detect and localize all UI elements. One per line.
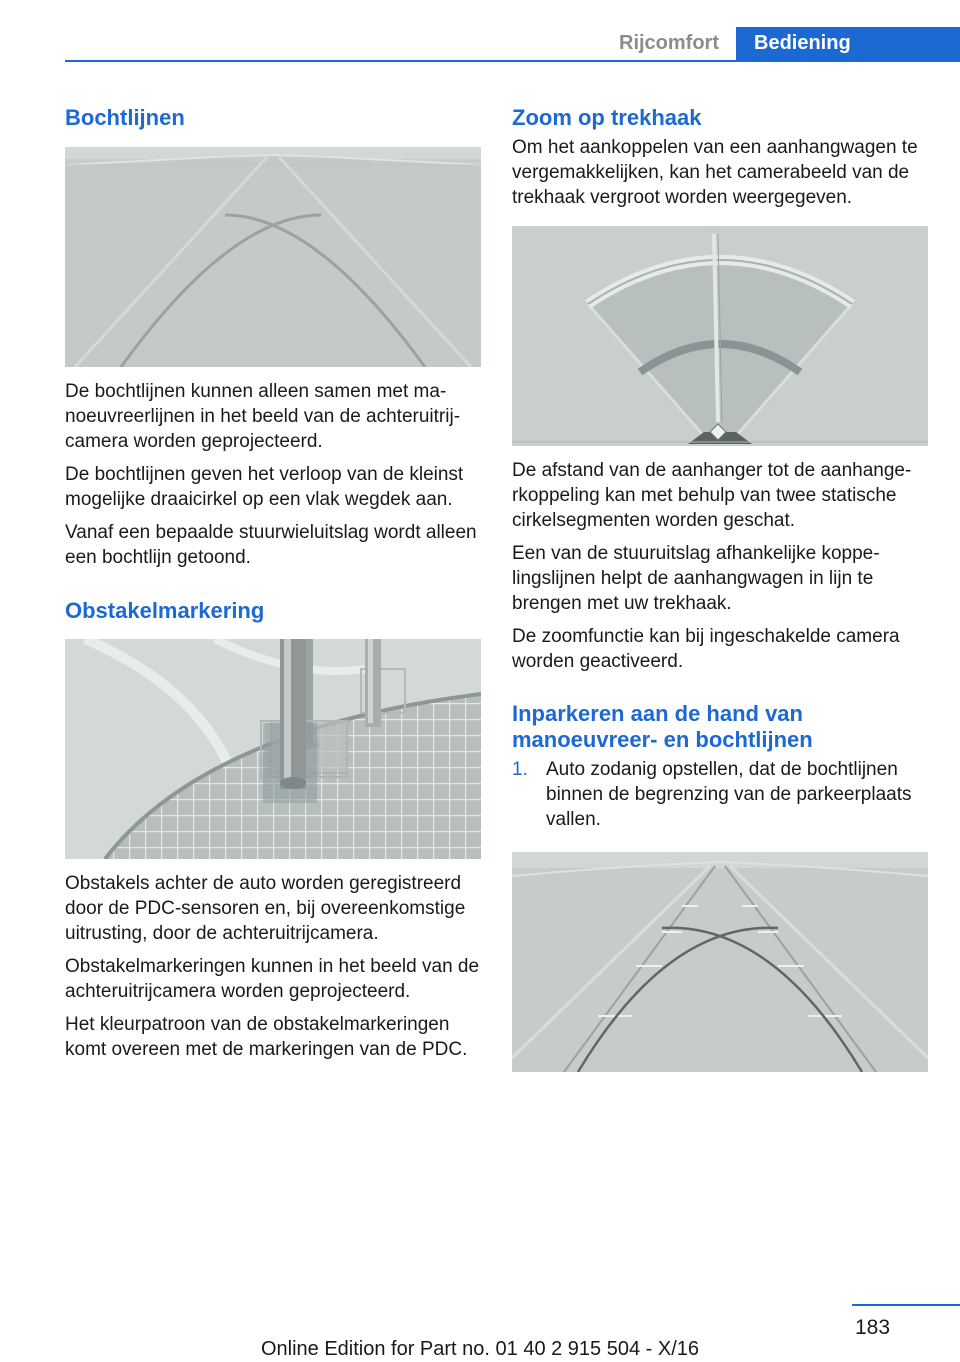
edition-footer: Online Edition for Part no. 01 40 2 915 504 - X/16 [260,1338,700,1360]
paragraph: Het kleurpatroon van de obstakelmarkeringen komt overeen met de markeringen van de PDC. [65,1014,468,1060]
left-column [65,100,481,1062]
figure-zoom-trekhaak [512,226,928,446]
paragraph: De afstand van de aanhanger tot de aanhangerkoppeling kan met behulp van twee statische cirkelsegmenten worden geschat. [512,460,912,531]
paragraph: Om het aankoppelen van een aanhangwagen te vergemakkelijken, kan het camerabeeld van de trekhaak vergroot worden weergegeven. [512,137,918,208]
figure-inparkeren [512,852,928,1072]
paragraph: Obstakelmarkeringen kunnen in het beeld van de achteruitrijcamera worden geprojecteerd. [65,956,480,1002]
header-tab-rijcomfort: Rijcomfort [619,32,719,54]
paragraph: De zoomfunctie kan bij ingeschakelde camera worden geactiveerd. [512,626,900,672]
step-number: 1. [512,759,528,780]
figure-obstakelmarkering [65,639,481,859]
paragraph: Een van de stuuruitslag afhankelijke koppelingslijnen helpt de aanhangwagen in lijn te brengen met uw trekhaak. [512,543,880,614]
figure-bochtlijnen [65,147,481,367]
page-number: 183 [855,1316,891,1339]
step-item [512,757,928,832]
right-column [512,100,928,1072]
heading-zoom-op-trekhaak: Zoom op trekhaak [512,105,702,130]
paragraph: Vanaf een bepaalde stuurwieluitslag wordt alleen een bochtlijn getoond. [65,522,477,568]
paragraph: Obstakels achter de auto worden geregistreerd door de PDC-sensoren en, bij overeenkomstige uitrusting, door de achteruitrijcamera. [65,873,466,944]
paragraph: De bochtlijnen geven het verloop van de kleinst mogelijke draaicirkel op een vlak wegdek aan. [65,464,464,510]
heading-inparkeren: Inparkeren aan de hand van manoeuvreer- en bochtlijnen [512,701,813,752]
header-tab-bediening: Bediening [736,27,960,62]
footer-rule [852,1304,960,1306]
section-bochtlijnen-text [65,379,481,570]
section-zoom-text [512,458,928,674]
heading-bochtlijnen: Bochtlijnen [65,105,185,130]
section-obstakelmarkering-text [65,871,481,1062]
heading-obstakelmarkering: Obstakelmarkering [65,598,265,623]
step-text: Auto zodanig opstellen, dat de bochtlijnen binnen de begrenzing van de parkeerplaats vallen. [546,759,912,830]
paragraph: De bochtlijnen kunnen alleen samen met manoeuvreerlijnen in het beeld van de achteruitrijcamera worden geprojecteerd. [65,381,461,452]
